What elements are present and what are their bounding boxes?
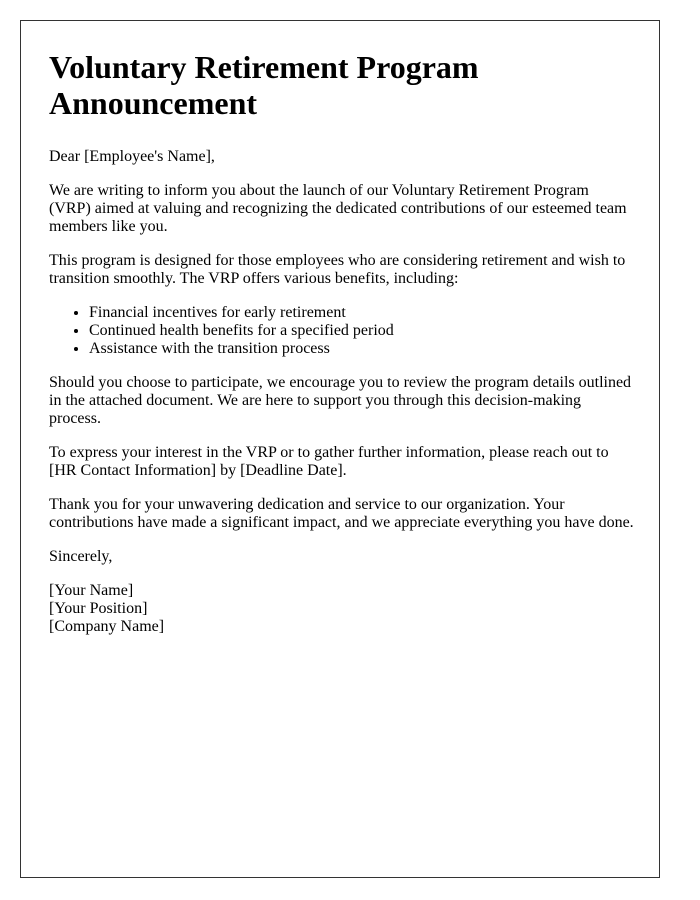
closing: Sincerely, — [49, 548, 113, 565]
list-item: • Assistance with the transition process — [89, 340, 634, 358]
letter-content — [49, 49, 634, 636]
letter-page — [20, 20, 660, 878]
signature-block — [49, 582, 634, 636]
signature-name: [Your Name] — [49, 582, 134, 599]
list-item: • Continued health benefits for a specified period — [89, 322, 634, 340]
intro-paragraph: We are writing to inform you about the launch of our Voluntary Retirement Program (VRP) aimed at valuing and recognizing the dedicated contributions of our esteemed team members like you. — [49, 182, 627, 235]
program-description-paragraph: This program is designed for those employees who are considering retirement and wish to transition smoothly. The VRP offers various benefits, including: — [49, 252, 626, 287]
contact-paragraph: To express your interest in the VRP or to gather further information, please reach out to [HR Contact Information] by [Deadline Date]. — [49, 444, 609, 479]
salutation: Dear [Employee's Name], — [49, 148, 215, 165]
participation-paragraph: Should you choose to participate, we encourage you to review the program details outlined in the attached document. We are here to support you through this decision-making process. — [49, 374, 632, 427]
benefits-list — [49, 304, 634, 358]
letter-title: Voluntary Retirement Program Announcement — [49, 49, 479, 121]
list-item: • Financial incentives for early retirement — [89, 304, 634, 322]
thank-you-paragraph: Thank you for your unwavering dedication and service to our organization. Your contributions have made a significant impact, and we appreciate everything you have done. — [49, 496, 634, 531]
signature-company: [Company Name] — [49, 618, 165, 635]
signature-position: [Your Position] — [49, 600, 148, 617]
